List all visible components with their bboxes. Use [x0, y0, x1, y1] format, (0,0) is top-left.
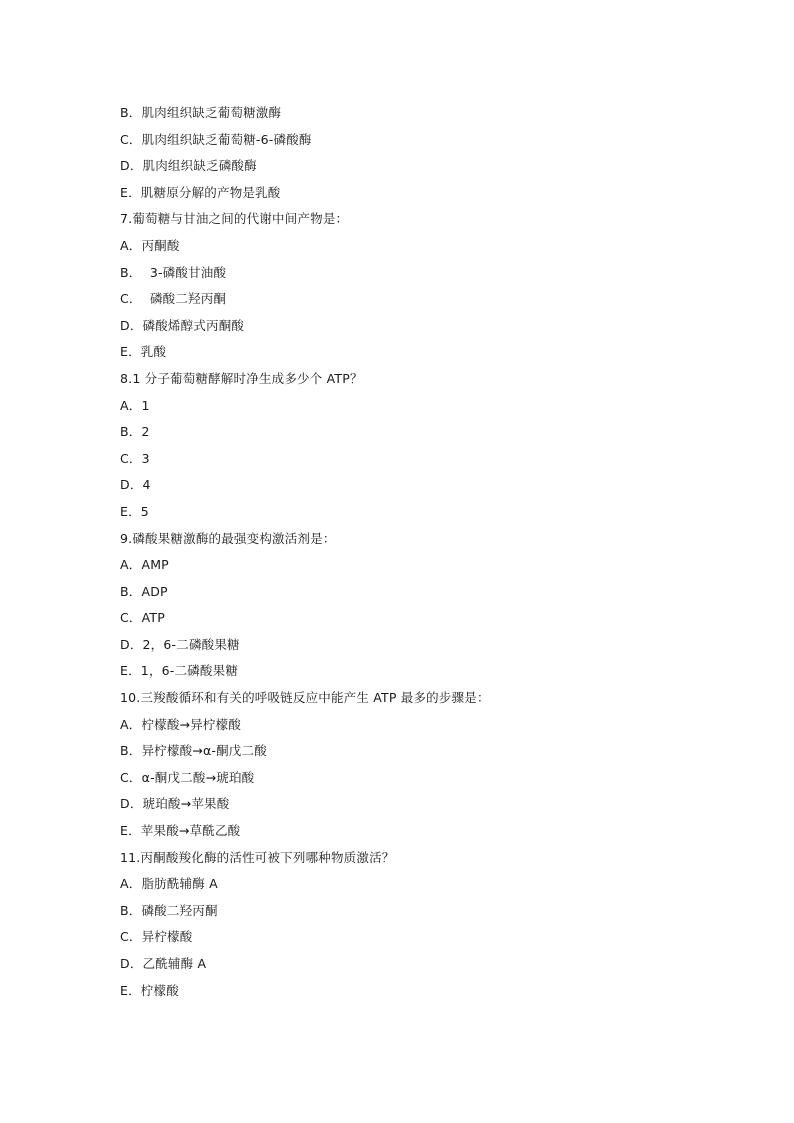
- q8-option-a: A．1: [120, 397, 150, 413]
- question-10: 10.三羧酸循环和有关的呼吸链反应中能产生 ATP 最多的步骤是：: [120, 690, 490, 706]
- q10-option-b: B．异柠檬酸→α-酮戊二酸: [120, 743, 267, 759]
- q9-option-c: C．ATP: [120, 610, 165, 626]
- q9-option-d: D．2，6-二磷酸果糖: [120, 636, 240, 652]
- q8-option-c: C．3: [120, 450, 150, 466]
- q7-option-c: C． 磷酸二羟丙酮: [120, 291, 227, 307]
- q7-option-d: D．磷酸烯醇式丙酮酸: [120, 317, 245, 333]
- option-b-glucokinase: B．肌肉组织缺乏葡萄糖激酶: [120, 105, 282, 120]
- q11-option-e: E．柠檬酸: [120, 982, 179, 998]
- question-9: 9.磷酸果糖激酶的最强变构激活剂是：: [120, 530, 336, 546]
- q10-option-c: C．α-酮戊二酸→琥珀酸: [120, 769, 255, 785]
- q8-option-b: B．2: [120, 424, 150, 440]
- q9-option-e: E．1，6-二磷酸果糖: [120, 663, 239, 679]
- option-d-phosphatase: D．肌肉组织缺乏磷酸酶: [120, 158, 257, 174]
- question-list: [120, 100, 680, 1004]
- q11-option-b: B．磷酸二羟丙酮: [120, 902, 218, 918]
- q8-option-e: E．5: [120, 503, 149, 519]
- q8-option-d: D．4: [120, 477, 151, 493]
- question-11: 11.丙酮酸羧化酶的活性可被下列哪种物质激活？: [120, 849, 395, 865]
- question-7: 7.葡萄糖与甘油之间的代谢中间产物是：: [120, 211, 349, 227]
- option-c-glucose-6-phosphatase: C．肌肉组织缺乏葡萄糖-6-磷酸酶: [120, 131, 312, 147]
- q9-option-a: A．AMP: [120, 557, 169, 573]
- q7-option-a: A．丙酮酸: [120, 237, 180, 253]
- q11-option-a: A．脂肪酰辅酶 A: [120, 876, 218, 892]
- q10-option-e: E．苹果酸→草酰乙酸: [120, 823, 241, 839]
- q7-option-e: E．乳酸: [120, 344, 167, 360]
- q10-option-a: A．柠檬酸→异柠檬酸: [120, 716, 242, 732]
- q11-option-d: D．乙酰辅酶 A: [120, 956, 207, 971]
- q10-option-d: D．琥珀酸→苹果酸: [120, 796, 230, 812]
- question-8: 8.1 分子葡萄糖酵解时净生成多少个 ATP？: [120, 370, 363, 386]
- q11-option-c: C．异柠檬酸: [120, 929, 193, 945]
- q9-option-b: B．ADP: [120, 583, 168, 599]
- option-e-lactate: E．肌糖原分解的产物是乳酸: [120, 184, 281, 200]
- q7-option-b: B． 3-磷酸甘油酸: [120, 264, 227, 280]
